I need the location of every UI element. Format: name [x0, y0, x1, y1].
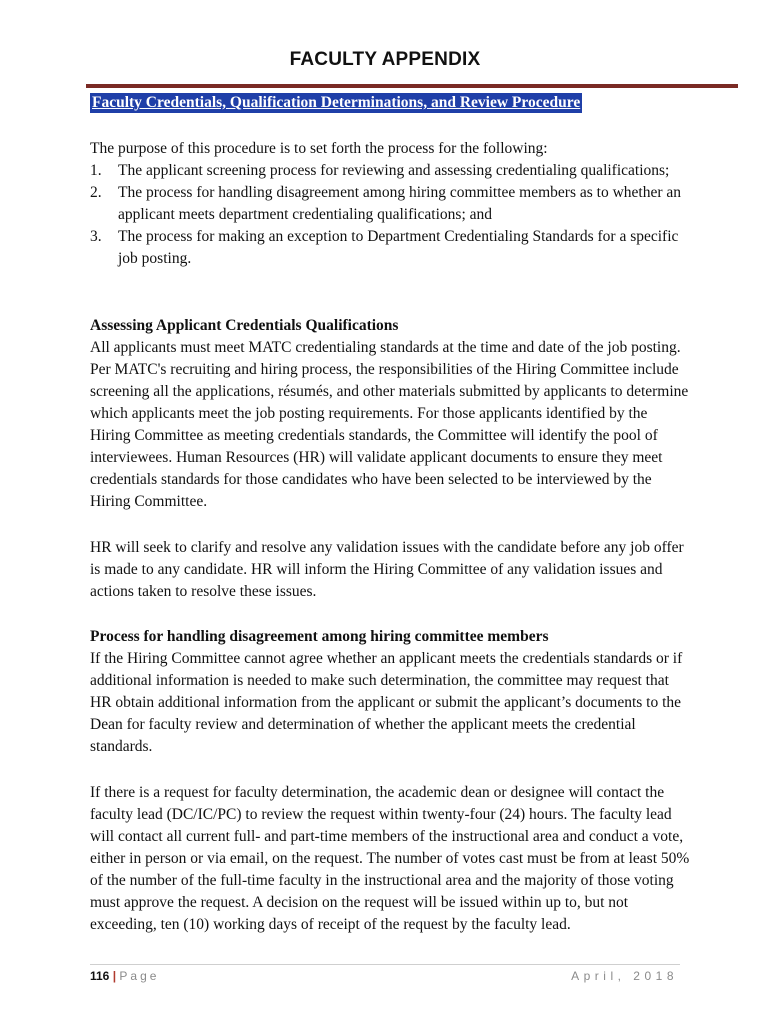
section-hr-validation	[90, 537, 690, 603]
section-paragraph: All applicants must meet MATC credentialing standards at the time and date of the job posting. Per MATC's recruiting and hiring process, the responsibilities of the Hiring Committee include screening all the applications, résumés, and other materials submitted by applicants to determine which applicants meet the job posting requirements. For those applicants identified by the Hiring Committee as meeting credentials standards, the Committee will identify the pool of interviewees. Human Resources (HR) will validate applicant documents to ensure they meet credentials standards for those candidates who have been selected to be interviewed by the Hiring Committee.	[90, 339, 689, 510]
page-number: 116	[90, 969, 110, 983]
section-assessing	[90, 315, 690, 513]
intro-text: The purpose of this procedure is to set forth the process for the following:	[90, 140, 548, 157]
purpose-list	[90, 160, 690, 270]
section-faculty-determination	[90, 782, 690, 936]
section-subtitle: Faculty Credentials, Qualification Determinations, and Review Procedure	[92, 94, 581, 111]
footer-page-info	[90, 969, 159, 983]
section-heading: Assessing Applicant Credentials Qualifications	[90, 317, 399, 334]
section-disagreement	[90, 626, 690, 758]
section-paragraph: HR will seek to clarify and resolve any validation issues with the candidate before any job offer is made to any candidate. HR will inform the Hiring Committee of any validation issues and actions taken to resolve these issues.	[90, 539, 684, 600]
section-heading: Process for handling disagreement among hiring committee members	[90, 628, 549, 645]
title-rule	[86, 84, 738, 88]
footer-separator: |	[112, 969, 117, 983]
page-label: Page	[119, 969, 160, 983]
list-item: 1. The applicant screening process for reviewing and assessing credentialing qualifications;	[90, 162, 670, 179]
footer-divider	[90, 964, 680, 965]
list-item: 3. The process for making an exception to Department Credentialing Standards for a specific job posting.	[90, 228, 679, 267]
page-title: FACULTY APPENDIX	[289, 49, 481, 70]
footer-date: April, 2018	[571, 969, 678, 983]
list-item: 2. The process for handling disagreement among hiring committee members as to whether an applicant meets department credentialing qualifications; and	[90, 184, 681, 223]
intro-block	[90, 138, 690, 270]
section-paragraph: If the Hiring Committee cannot agree whether an applicant meets the credentials standards or if additional information is needed to make such determination, the committee may request that HR obtain additional information from the applicant or submit the applicant’s documents to the Dean for faculty review and determination of whether the applicant meets the credential standards.	[90, 650, 683, 755]
section-paragraph: If there is a request for faculty determination, the academic dean or designee will contact the faculty lead (DC/IC/PC) to review the request within twenty-four (24) hours. The faculty lead will contact all current full- and part-time members of the instructional area and conduct a vote, either in person or via email, on the request. The number of votes cast must be from at least 50% of the number of the full-time faculty in the instructional area and the majority of those voting must approve the request. A decision on the request will be issued within up to, but not exceeding, ten (10) working days of receipt of the request by the faculty lead.	[90, 784, 690, 933]
